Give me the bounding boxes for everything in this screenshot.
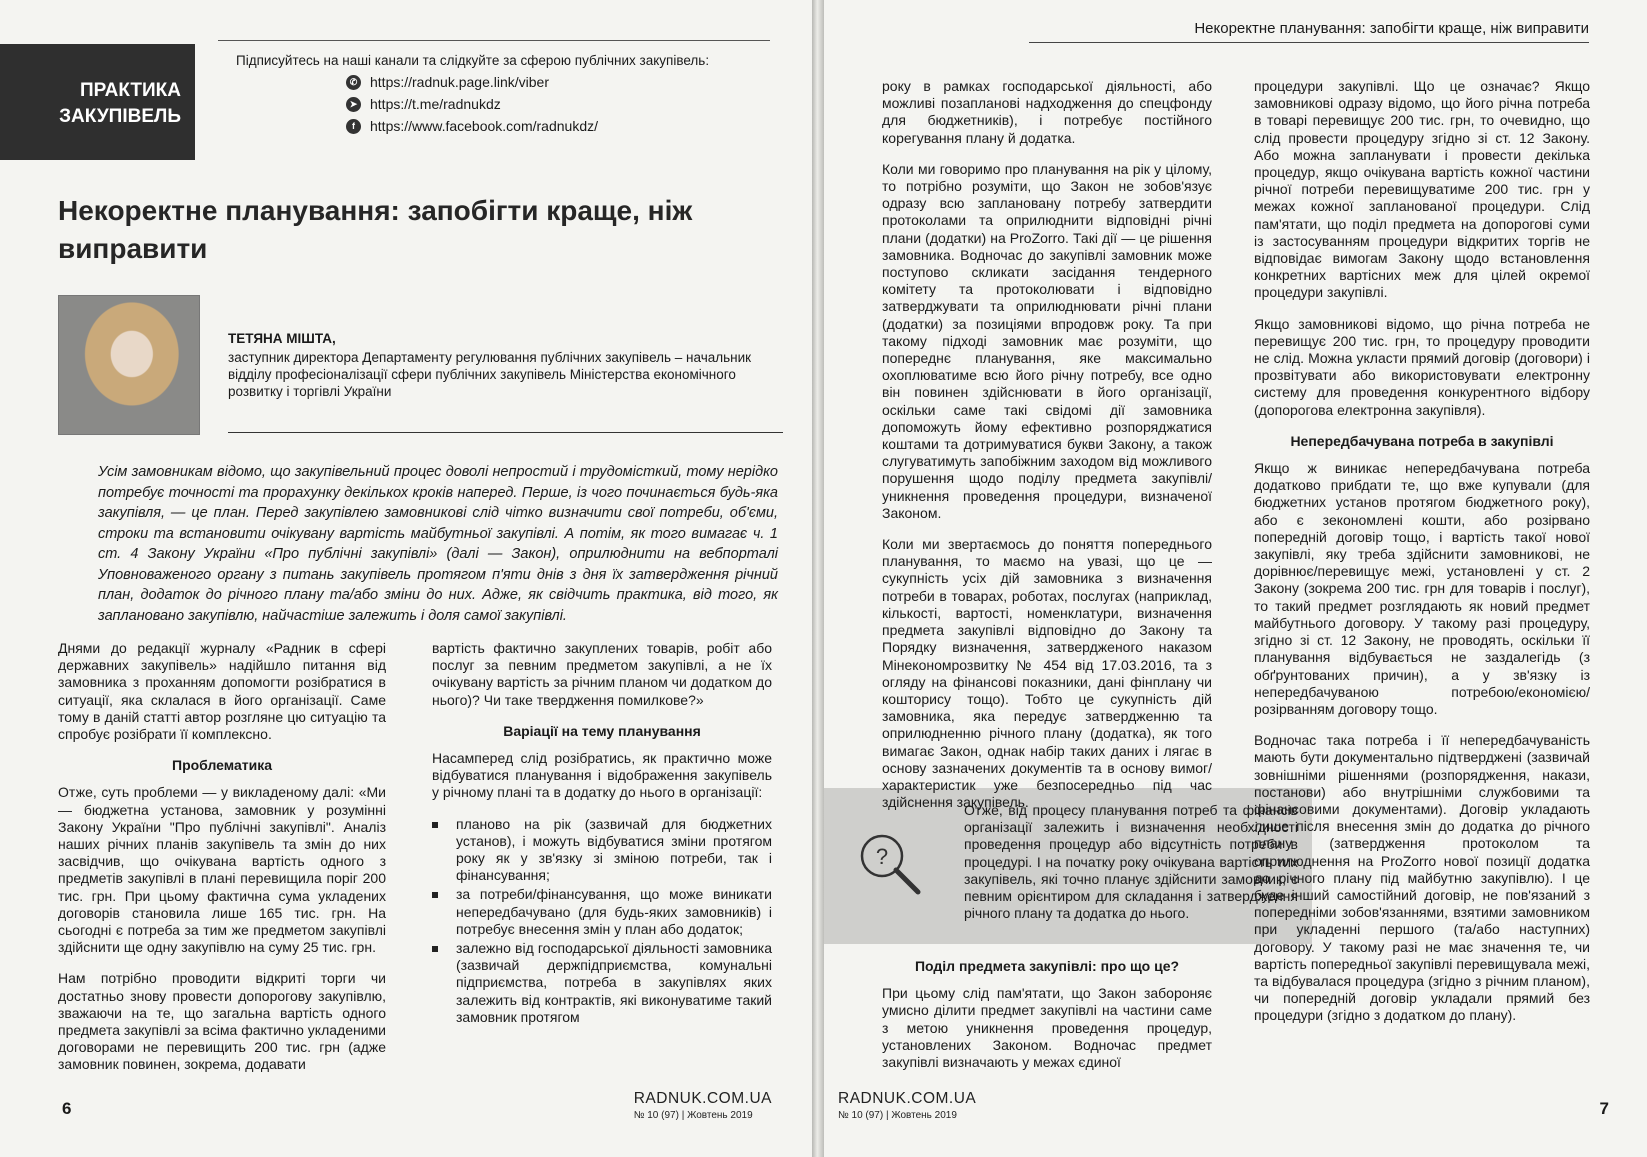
viber-link[interactable]: [346, 74, 770, 90]
list-item-text: планово на рік (зазвичай для бюджетних установ), і можуть відбуватися зміни протягом року як у зв'язку зі зміною потреби, так і фінансування;: [456, 815, 772, 884]
left-page: [0, 0, 812, 1157]
list-item: [432, 886, 772, 938]
subheading: Варіації на тему планування: [503, 722, 701, 739]
list-item-text: залежно від господарської діяльності замовника (зазвичай держпідприємства, комунальні підприємства, потреба в закупівлях яких залежить від контрактів, які виконуватиме такий замовник протягом: [456, 940, 772, 1025]
telegram-url[interactable]: https://t.me/radnukdz: [370, 96, 501, 112]
footer-site: RADNUK.COM.UA: [838, 1090, 977, 1107]
paragraph: Коли ми говоримо про планування на рік у цілому, то потрібно розуміти, що Закон не зобов'язує одразу всю заплановану потребу затвердити протоколами та оприлюднити відповідні річні плани (додатки) на ProZorro. Такі дії — це рішення замовника. Водночас до закупівлі замовник може поступово скликати засідання тендерного комітету та протоколювати і відповідно затверджувати та оприлюднювати річні плани (додатки) за позиціями впродовж року. Та при такому підході замовник має розуміти, що попереднє планування, яке максимально охоплюватиме всю його річну потребу, все одно він повинен здійснювати в його організації, оскільки саме такі свідомі дії замовника допоможуть йому ефективно розпоряджатися коштами та дотримуватися букви Закону, а також слугуватимуть запобіжним заходом від можливого порушення щодо поділу предмета закупівлі/уникнення проведення процедури, визначеної Законом.: [882, 160, 1212, 521]
section-label-line2: ЗАКУПІВЕЛЬ: [59, 106, 181, 127]
author-photo: [58, 295, 200, 435]
right-column-1-bottom: [882, 958, 1212, 1085]
viber-url[interactable]: https://radnuk.page.link/viber: [370, 74, 549, 90]
spine-gutter: [812, 0, 824, 1157]
running-head: Некоректне планування: запобігти краще, ніж виправити: [1029, 20, 1589, 43]
right-column-1-top: [882, 78, 1212, 825]
list-item: [432, 816, 772, 885]
paragraph: Насамперед слід розібратись, як практично може відбуватися планування і відображення закупівель у річному плані та в додатку до нього в організації:: [432, 750, 772, 801]
paragraph: Отже, суть проблеми — у викладеному далі: «Ми — бюджетна установа, замовник у розумінні Закону України "Про публічні закупівлі". Аналіз наших річних планів закупівель та змін до них засвідчив, що очікувана вартість одного з предметів закупівлі в плані перевищила поріг 200 тис. грн. При цьому фактична сума укладених договорів становила лише 165 тис. грн. На сьогодні є потреба за тим же предметом закупівлі здійснити ще одну закупівлю на суму 25 тис. грн.: [58, 784, 386, 956]
telegram-icon: ➤: [346, 97, 361, 112]
callout-text: Отже, від процесу планування потреб та фінансів організації залежить і визначення необхідності проведення процедур або відсутність потреби в процедурі. І на початку року очікувана вартість тих закупівель, які точно планує здійснити замовник, є певним орієнтиром для складання і затвердження річного плану та додатка до нього.: [964, 802, 1298, 922]
section-label-line1: ПРАКТИКА: [79, 80, 181, 101]
left-column-2: [432, 640, 772, 1028]
paragraph: Нам потрібно проводити відкриті торги чи достатньо знову провести допорогову закупівлю, зважаючи на те, що загальна вартість одного предмета закупівлі за всіма фактично укладеними договорами не перевищить 200 тис. грн (адже замовник повинен, зокрема, додавати: [58, 970, 386, 1073]
article-lead: Усім замовникам відомо, що закупівельний процес доволі непростий і трудомісткий, тому нерідко потребує точності та прорахунку декількох кроків наперед. Перше, із чого починається будь-яка закупівля, — це план. Перед закупівлею замовникові слід чітко визначити свої потреби, об'єми, строки та встановити очікувану вартість майбутньої закупівлі. А потім, як того вимагає ч. 1 ст. 4 Закону України «Про публічні закупівлі» (далі — Закон), оприлюднити на вебпорталі Уповноваженого органу з питань закупівель протягом п'яти днів з дня їх затвердження річний план, додаток до річного плану та/або зміни до них. Адже, як свідчить практика, від того, як заплановано закупівлю, найчастіше залежить і доля самої закупівлі.: [98, 464, 778, 624]
footer-issue: № 10 (97) | Жовтень 2019: [633, 1110, 753, 1121]
bullet-icon: [432, 822, 438, 828]
left-column-1: [58, 640, 386, 1088]
author-block: [228, 330, 783, 400]
subscribe-box: [218, 40, 770, 159]
page-number: 6: [62, 1099, 72, 1118]
subheading: Непередбачувана потреба в закупівлі: [1290, 432, 1554, 449]
magnifier-question-icon: [856, 830, 922, 896]
paragraph: При цьому слід пам'ятати, що Закон забороняє умисно ділити предмет закупівлі на частини саме з метою уникнення проведення процедур, установлених Законом. Водночас предмет закупівлі визначають у межах єдиної: [882, 985, 1212, 1071]
footer-site: RADNUK.COM.UA: [633, 1090, 772, 1107]
paragraph: Якщо ж виникає непередбачувана потреба додатково прибдати те, що вже купували (для бюджетних установ протягом бюджетного року), або є зекономлені кошти, або розірвано попередній договір тощо, і вартість такої нової закупівлі, яку треба здійснити замовникові, не дорівнює/перевищує межі, установлені у ст. 2 Закону (зокрема 200 тис. грн для товарів і послуг), то такий предмет розглядають як новий предмет майбутнього договору. У такому разі процедуру, згідно зі ст. 12 Закону, не проводять, оскільки її планування відбувається не заздалегідь (з обґрунтованих причин), а у зв'язку із непередбачуваною потребою/економією/розірванням договору тощо.: [1254, 460, 1590, 717]
footer: [838, 1090, 976, 1121]
paragraph: року в рамках господарської діяльності, або можливі позапланові надходження до спецфонду для бюджетників), і потребує постійного корегування плану й додатка.: [882, 78, 1212, 146]
bullet-icon: [432, 946, 438, 952]
list-item-text: за потреби/фінансування, що може виникати непередбачувано (для будь-яких замовників) і потребує внесення змін у план або додаток;: [456, 886, 772, 937]
bullet-icon: [432, 892, 438, 898]
footer-issue: № 10 (97) | Жовтень 2019: [838, 1110, 957, 1121]
facebook-url[interactable]: https://www.facebook.com/radnukdz/: [370, 118, 598, 134]
viber-icon: ✆: [346, 75, 361, 90]
author-position: заступник директора Департаменту регулювання публічних закупівель – начальник відділу професіоналізації сфери публічних закупівель Міністерства економічного розвитку і торгівлі України: [228, 350, 752, 399]
paragraph: Водночас така потреба і її непередбачуваність мають бути документально підтверджені (зазвичай зовнішніми рішеннями (розпорядження, накази, постанови) або внутрішніми службовими та фінансовими документами). Договір укладають лише після внесення змін до додатка до річного плану (затвердження протоколом та оприлюднення на ProZorro нової позиції додатка до річного плану під майбутню закупівлю). І це буде інший самостійний договір, не пов'язаний з попередніми зобов'язаннями, взятими замовником при укладенні першого (та/або наступних) договору. У такому разі не має значення те, чи вартість попередньої закупівлі перевищувала межі, та відбувалася процедура (згідно з річним планом), чи попередній договір укладали прямий без процедури (згідно з додатком до плану).: [1254, 732, 1590, 1024]
svg-text:?: ?: [875, 844, 889, 869]
right-page: [824, 0, 1647, 1157]
telegram-link[interactable]: [346, 96, 770, 112]
facebook-icon: f: [346, 119, 361, 134]
paragraph: Коли ми звертаємось до поняття попереднього планування, то маємо на увазі, що це — сукупність усіх дій замовника з визначення потреби в товарах, роботах, послугах (наприклад, кількості, вартості, номенклатури, визначення предмета закупівлі відповідно до Закону та Порядку визначення, затвердженого наказом Мінекономрозвитку № 454 від 17.03.2016, та з огляду на фінансові показники, дані фінплану чи кошторису тощо). Тобто це сукупність дій замовника, яка передує затвердженню та оприлюдненню річного плану (додатка), як того вимагає Закон, однак набір таких даних і лягає в основу зазначених документів та в основу вимог/характеристик уже безпосередньо під час здійснення закупівель.: [882, 536, 1212, 811]
subheading: Проблематика: [172, 757, 272, 774]
author-name: ТЕТЯНА МІШТА,: [228, 331, 336, 346]
subheading: Поділ предмета закупівлі: про що це?: [914, 958, 1180, 974]
page-number: 7: [1599, 1099, 1609, 1118]
subscribe-intro: Підписуйтесь на наші канали та слідкуйте за сферою публічних закупівель:: [236, 53, 710, 68]
paragraph: Якщо замовникові відомо, що річна потреба не перевищує 200 тис. грн, то процедуру проводити не слід. Можна укласти прямий договір (договори) і прозвітувати або використовувати електронну систему для проведення конкурентного відбору (допорогова електронна закупівля).: [1254, 315, 1590, 418]
author-divider: [228, 432, 783, 433]
paragraph: вартість фактично закуплених товарів, робіт або послуг за певним предметом закупівлі, а не їх очікувану вартість за річним планом чи додатком до нього)? Чи таке твердження помилкове?»: [432, 640, 772, 708]
article-title: Некоректне планування: запобігти краще, ніж виправити: [58, 195, 693, 264]
list-item: [432, 940, 772, 1026]
facebook-link[interactable]: [346, 118, 770, 134]
section-label: [0, 44, 195, 160]
footer: [634, 1090, 772, 1121]
paragraph: Днями до редакції журналу «Радник в сфері державних закупівель» надійшло питання від замовника з проханням допомогти розібратися в ситуації, яка склалася в його організації. Саме тому в даній статті автор розгляне цю ситуацію та спробує розібрати її комплексно.: [58, 640, 386, 743]
right-column-2: [1254, 78, 1590, 1039]
paragraph: процедури закупівлі. Що це означає? Якщо замовникові одразу відомо, що його річна потреба в товарі перевищує 200 тис. грн, то очевидно, що слід провести процедуру згідно зі ст. 12 Закону. Або можна запланувати і провести декілька процедур, якщо очікувана вартість кожної частини річної потреби перевищуватиме 200 тис. грн у межах кожної запланованої процедури. Слід пам'ятати, що поділ предмета на допорогові суми із застосуванням процедури відкритих торгів не відповідає вимогам Закону щодо встановлення конкретних вартісних меж для цілей окремої процедури закупівлі.: [1254, 78, 1590, 301]
